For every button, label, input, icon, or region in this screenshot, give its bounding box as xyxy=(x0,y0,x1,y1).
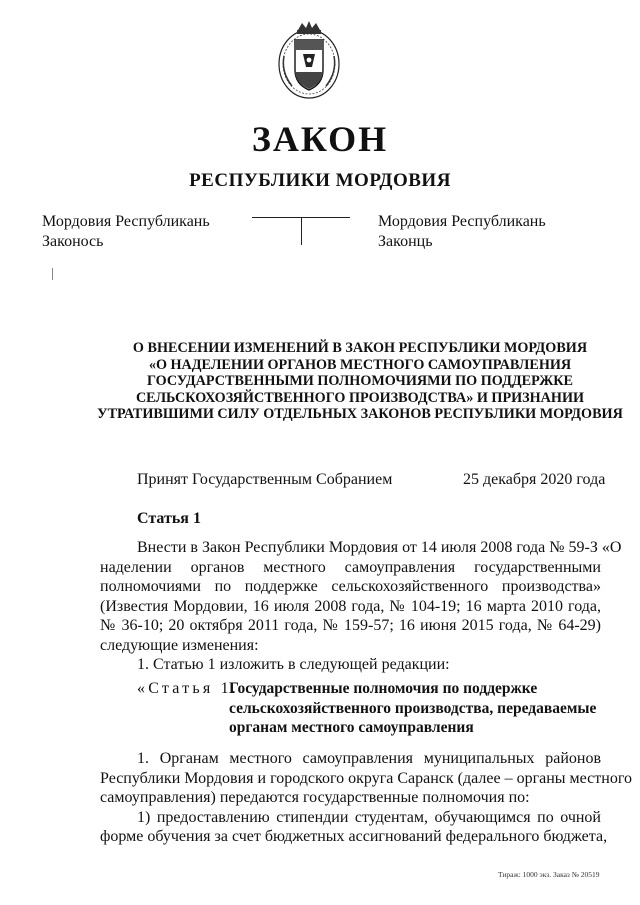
law-heading-line: УТРАТИВШИМИ СИЛУ ОТДЕЛЬНЫХ ЗАКОНОВ РЕСПУБЛИКИ МОРДОВИЯ xyxy=(97,406,623,422)
paragraph-line: (Известия Мордовии, 16 июля 2008 года, № 104-19; 16 марта 2010 года, xyxy=(100,597,601,615)
law-heading-line: О ВНЕСЕНИИ ИЗМЕНЕНИЙ В ЗАКОН РЕСПУБЛИКИ МОРДОВИЯ xyxy=(132,340,588,356)
mordovian-title-left xyxy=(42,212,210,252)
subclause-line: 1) предоставлению стипендии студентам, обучающимся по очной xyxy=(137,808,601,826)
law-heading-line: «О НАДЕЛЕНИИ ОРГАНОВ МЕСТНОГО САМОУПРАВЛЕНИЯ xyxy=(148,356,572,373)
quoted-article-title xyxy=(229,679,596,738)
law-heading-line: ГОСУДАРСТВЕННЫМИ ПОЛНОМОЧИЯМИ ПО ПОДДЕРЖКЕ xyxy=(146,373,574,389)
paragraph-line: Внести в Закон Республики Мордовия от 14 июля 2008 года № 59-З «О xyxy=(137,539,622,556)
quoted-article-label xyxy=(137,679,239,699)
republic-subtitle: РЕСПУБЛИКИ МОРДОВИЯ xyxy=(189,170,451,191)
quoted-article-label-text: «Статья 1. xyxy=(137,680,239,697)
paragraph-line: полномочиями по поддержке сельскохозяйственного производства» xyxy=(100,578,601,595)
quoted-article-title-line: органам местного самоуправления xyxy=(229,719,474,736)
mordovian-title-right-line: Мордовия Республикань xyxy=(378,213,546,230)
mordovian-title-left-line: Мордовия Республикань xyxy=(42,213,210,230)
article-paragraph xyxy=(100,538,622,675)
mordovian-title-right xyxy=(378,212,546,252)
article-title: Статья 1 xyxy=(137,510,201,527)
paragraph-line: № 36-10; 20 октября 2011 года, № 159-57; 16 июня 2015 года, № 64-29) xyxy=(100,617,601,634)
print-run-note: Тираж: 1000 экз. Заказ № 20519 xyxy=(498,870,600,879)
clause-line: 1. Органам местного самоуправления муниципальных районов xyxy=(137,750,601,767)
adoption-body: Принят Государственным Собранием xyxy=(137,471,393,488)
subclause-line: форме обучения за счет бюджетных ассигнований федерального бюджета, xyxy=(100,828,608,845)
quoted-article-title-line: Государственные полномочия по поддержке xyxy=(229,680,538,697)
mordovian-title-right-line: Законць xyxy=(378,233,433,250)
paragraph-line: наделении органов местного самоуправления государственными xyxy=(100,558,601,576)
quoted-article-title-line: сельскохозяйственного производства, передаваемые xyxy=(229,699,597,717)
clause-line: Республики Мордовия и городского округа Саранск (далее – органы местного xyxy=(100,769,632,787)
mordovia-coat-of-arms-icon xyxy=(276,20,342,100)
paragraph-line: следующие изменения: xyxy=(100,636,259,654)
clause-line: самоуправления) передаются государственные полномочия по: xyxy=(100,789,530,806)
law-heading-line: СЕЛЬСКОХОЗЯЙСТВЕННОГО ПРОИЗВОДСТВА» И ПРИЗНАНИИ xyxy=(135,389,585,406)
clause-paragraph xyxy=(100,749,632,847)
law-heading xyxy=(80,340,640,423)
amendment-item: 1. Статью 1 изложить в следующей редакции: xyxy=(137,656,450,673)
adoption-date: 25 декабря 2020 года xyxy=(463,471,606,488)
law-title: ЗАКОН xyxy=(251,119,389,159)
scan-mark xyxy=(52,268,53,280)
registration-divider xyxy=(301,217,302,245)
mordovian-title-left-line: Законось xyxy=(42,233,104,250)
